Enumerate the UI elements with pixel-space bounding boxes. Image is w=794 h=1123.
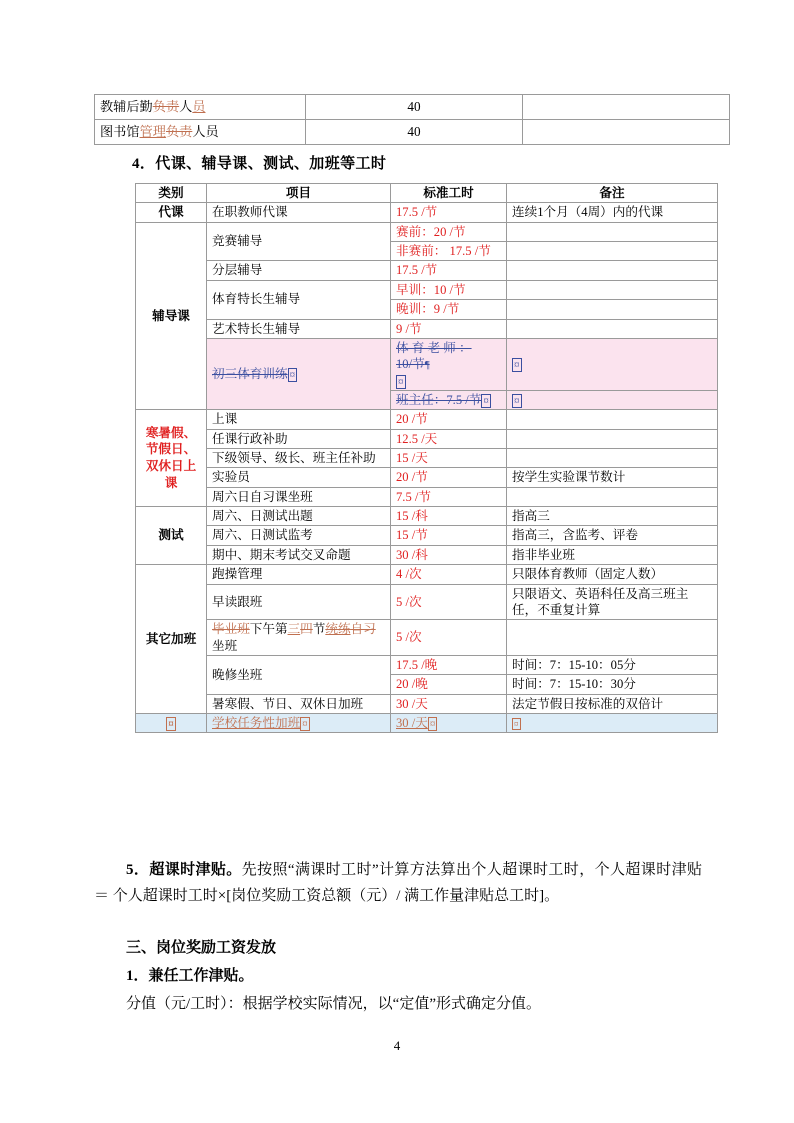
top-row-2-label (95, 120, 306, 145)
table-row (136, 449, 718, 468)
page-number: 4 (393, 1038, 401, 1053)
note-text (507, 487, 718, 506)
deleted-table-row (136, 338, 718, 390)
category-ceshi: 测试 (136, 507, 207, 565)
revision-mark-icon: ¤ (289, 368, 296, 381)
note-text (507, 300, 718, 319)
text-plain: 人 (179, 99, 193, 115)
standard-hours: 17.5 /晚 (391, 655, 507, 674)
paragraph-body: 先按照“满课时工时”计算方法算出个人超课时工时，个人超课时津贴 ＝ 个人超课时工时×[岗位奖励工资总额（元）/ 满工作量津贴总工时]。 (94, 862, 702, 904)
inserted-note (507, 714, 718, 733)
standard-hours: 晚训：9 /节 (391, 300, 507, 319)
item-label: 实验员 (207, 468, 391, 487)
header-category: 类别 (136, 184, 207, 203)
top-fragment-table (94, 94, 730, 145)
table-row (136, 487, 718, 506)
deleted-standard-hours: 班主任：7.5 /节 ¤ (391, 390, 507, 409)
item-label: 周六、日测试出题 (207, 507, 391, 526)
revision-mark-icon: ¤ (483, 394, 489, 407)
standard-hours: 30 /天 (391, 694, 507, 713)
revision-mark-icon: ¤ (514, 394, 520, 407)
item-label: 周六日自习课坐班 (207, 487, 391, 506)
paragraph-concurrent-allowance-title (94, 964, 702, 990)
standard-hours: 9 /节 (391, 319, 507, 338)
inserted-standard-hours: 30 /天 ¤ (391, 714, 507, 733)
top-row-1-hours: 40 (306, 95, 523, 120)
table-row (136, 620, 718, 656)
category-fudaoke: 辅导课 (136, 222, 207, 410)
category-daike: 代课 (136, 203, 207, 222)
note-text: 指高三，含监考、评卷 (507, 526, 718, 545)
table-row (136, 261, 718, 280)
item-label: 分层辅导 (207, 261, 391, 280)
table-row (136, 584, 718, 620)
table-row (136, 694, 718, 713)
paragraph-number: 5． (126, 862, 150, 878)
item-label: 在职教师代课 (207, 203, 391, 222)
revision-mark-icon: ¤ (514, 719, 519, 730)
text-plain: 图书馆 (100, 124, 140, 140)
revision-mark-icon: ¤ (429, 718, 436, 731)
inserted-category (136, 714, 207, 733)
note-text (507, 429, 718, 448)
note-text: 指高三 (507, 507, 718, 526)
inserted-table-row (136, 714, 718, 733)
item-label: 上课 (207, 410, 391, 429)
pilcrow-icon: ¶ (424, 359, 430, 372)
standard-hours: 非赛前： 17.5 /节 (391, 242, 507, 261)
workload-standards-table (135, 183, 718, 733)
deleted-note (507, 390, 718, 409)
standard-hours: 15 /科 (391, 507, 507, 526)
note-text: 法定节假日按标准的双倍计 (507, 694, 718, 713)
table-row (136, 545, 718, 564)
table-row (95, 95, 730, 120)
note-text (507, 449, 718, 468)
deleted-text: 负责 (165, 124, 193, 140)
deleted-item-label: 初三体育训练 ¤ (207, 338, 391, 409)
table-row (95, 120, 730, 145)
top-row-2-note (523, 120, 730, 145)
table-row (136, 468, 718, 487)
item-label: 下级领导、级长、班主任补助 (207, 449, 391, 468)
standard-hours: 20 /晚 (391, 675, 507, 694)
deleted-note (507, 338, 718, 390)
note-text: 只限语文、英语科任及高三班主任，不重复计算 (507, 584, 718, 620)
item-label: 任课行政补助 (207, 429, 391, 448)
note-text (507, 261, 718, 280)
table-row (136, 280, 718, 299)
standard-hours: 12.5 /天 (391, 429, 507, 448)
item-label: 期中、期末考试交叉命题 (207, 545, 391, 564)
table-row (136, 429, 718, 448)
standard-hours: 15 /天 (391, 449, 507, 468)
item-label: 晚修坐班 (207, 655, 391, 694)
header-note: 备注 (507, 184, 718, 203)
note-text (507, 222, 718, 241)
revision-mark-icon: ¤ (168, 718, 174, 731)
note-text: 按学生实验课节数计 (507, 468, 718, 487)
standard-hours: 7.5 /节 (391, 487, 507, 506)
standard-hours: 5 /次 (391, 620, 507, 656)
standard-hours: 17.5 /节 (391, 261, 507, 280)
item-label: 周六、日测试监考 (207, 526, 391, 545)
section-heading-3: 三、岗位奖励工资发放 (126, 940, 277, 956)
note-text: 只限体育教师（固定人数） (507, 565, 718, 584)
item-label: 体育特长生辅导 (207, 280, 391, 319)
inserted-text: 员 (192, 99, 206, 115)
table-row (136, 222, 718, 241)
item-label: 竞赛辅导 (207, 222, 391, 261)
item-label-graduating-class: 毕业班下午第三四节统练自习坐班 (207, 620, 391, 656)
paragraph-title: 超课时津贴。 (149, 862, 242, 878)
paragraph-concurrent-allowance-body: 分值（元/工时）：根据学校实际情况，以“定值”形式确定分值。 (126, 996, 541, 1012)
table-row (136, 655, 718, 674)
inserted-text: 管理 (139, 124, 166, 140)
standard-hours: 20 /节 (391, 410, 507, 429)
paragraph-overtime-allowance (94, 858, 702, 910)
standard-hours: 5 /次 (391, 584, 507, 620)
item-label: 跑操管理 (207, 565, 391, 584)
note-text: 时间：7：15-10：30分 (507, 675, 718, 694)
table-row (136, 526, 718, 545)
category-holiday-classes: 寒暑假、节假日、双休日上课 (136, 410, 207, 507)
table-row (136, 319, 718, 338)
section-heading-4: 4．代课、辅导课、测试、加班等工时 (132, 156, 387, 172)
revision-mark-icon: ¤ (398, 375, 404, 388)
standard-hours: 20 /节 (391, 468, 507, 487)
revision-mark-icon: ¤ (514, 359, 520, 372)
text-plain: 教辅后勤 (100, 99, 153, 115)
deleted-text: 负责 (152, 99, 180, 115)
item-label: 暑寒假、节日、双休日加班 (207, 694, 391, 713)
item-label: 艺术特长生辅导 (207, 319, 391, 338)
category-other-overtime: 其它加班 (136, 565, 207, 714)
paragraph-number: 1． (126, 968, 149, 984)
item-label: 早读跟班 (207, 584, 391, 620)
revision-mark-icon: ¤ (302, 718, 308, 731)
paragraph-title: 兼任工作津贴。 (148, 968, 254, 984)
note-text (507, 410, 718, 429)
standard-hours: 17.5 /节 (391, 203, 507, 222)
header-standard: 标准工时 (391, 184, 507, 203)
table-row (136, 410, 718, 429)
inserted-item-label: 学校任务性加班 ¤ (207, 714, 391, 733)
table-row (136, 203, 718, 222)
table-row (136, 565, 718, 584)
standard-hours: 30 /科 (391, 545, 507, 564)
note-text (507, 620, 718, 656)
standard-hours: 4 /次 (391, 565, 507, 584)
standard-hours: 15 /节 (391, 526, 507, 545)
standard-hours: 早训：10 /节 (391, 280, 507, 299)
standard-hours: 赛前：20 /节 (391, 222, 507, 241)
note-text (507, 280, 718, 299)
note-text (507, 319, 718, 338)
top-row-1-note (523, 95, 730, 120)
note-text: 时间：7：15-10：05分 (507, 655, 718, 674)
header-item: 项目 (207, 184, 391, 203)
note-text: 连续1个月（4周）内的代课 (507, 203, 718, 222)
table-header-row (136, 184, 718, 203)
top-row-1-label (95, 95, 306, 120)
deleted-standard-hours: 体 育 老 师 ： 10/节¶ ¤ (391, 338, 507, 390)
note-text (507, 242, 718, 261)
table-row (136, 507, 718, 526)
note-text: 指非毕业班 (507, 545, 718, 564)
top-row-2-hours: 40 (306, 120, 523, 145)
text-plain: 人员 (192, 124, 219, 140)
